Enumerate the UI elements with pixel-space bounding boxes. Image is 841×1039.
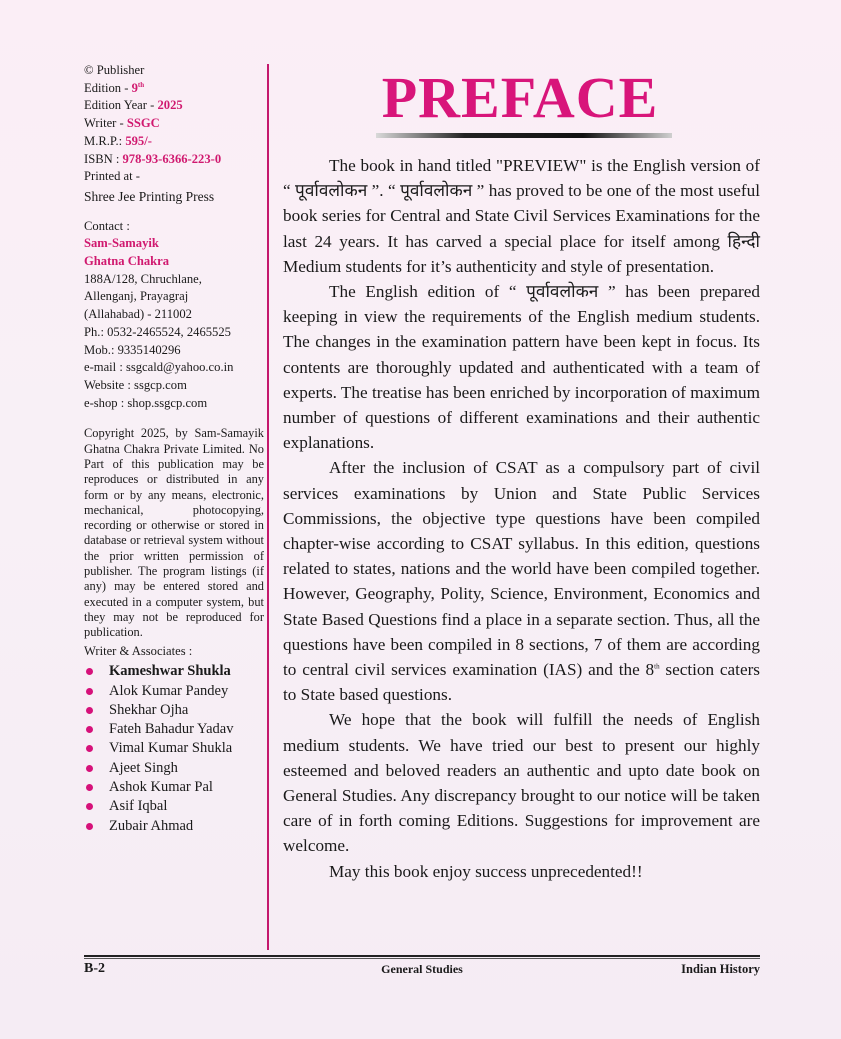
page-number: B-2 xyxy=(84,961,105,976)
preface-body xyxy=(283,153,760,884)
mobile-line: Mob.: 9335140296 xyxy=(84,342,181,357)
associates-label: Writer & Associates : xyxy=(84,643,193,658)
org-name-line1: Sam-Samayik xyxy=(84,236,159,251)
page-title: PREFACE xyxy=(381,65,659,130)
footer-subject: General Studies xyxy=(381,962,463,976)
list-item: Shekhar Ojha xyxy=(84,701,264,720)
column-divider xyxy=(267,64,269,950)
list-item: Alok Kumar Pandey xyxy=(84,682,264,701)
mrp-line: M.R.P.: 595/- xyxy=(84,133,152,148)
list-item: Asif Iqbal xyxy=(84,797,264,816)
list-item: Ashok Kumar Pal xyxy=(84,778,264,797)
website-line: Website : ssgcp.com xyxy=(84,377,187,392)
associates-list xyxy=(84,662,264,836)
paragraph: The book in hand titled "PREVIEW" is the English version of “ पूर्वावलोकन ”. “ पूर्वावलोकन ” has proved to be one of the most useful book series for Central and State Civil Services Examinations for the last 24 years. It has carved a special place for itself among हिन्दी Medium students for it’s authenticity and style of presentation. xyxy=(283,156,760,276)
footer-rule xyxy=(84,955,760,957)
list-item: Ajeet Singh xyxy=(84,759,264,778)
title-underline xyxy=(376,133,672,138)
footer-section: Indian History xyxy=(681,962,760,976)
imprint-column xyxy=(84,62,264,836)
paragraph: We hope that the book will fulfill the needs of English medium students. We have tried our best to present our highly esteemed and beloved readers an authentic and upto date book on General Studies. Any discrepancy brought to our notice will be taken care of in forth coming Editions. Suggestions for improvement are welcome. xyxy=(283,710,760,856)
copyright-notice: Copyright 2025, by Sam-Samayik Ghatna Chakra Private Limited. No Part of this publication may be reproduces or distributed in any form or by any means, electronic, mechanical, photocopying, recording or otherwise or stored in database or retrieval system without the prior written permission of publisher. The program listings (if any) may be entered stored and executed in a computer system, but they may not be reproduced for publication. xyxy=(84,426,264,640)
edition-line: Edition - 9th xyxy=(84,80,145,95)
eshop-line: e-shop : shop.ssgcp.com xyxy=(84,395,208,410)
contact-label: Contact : xyxy=(84,218,130,233)
address-line: Allenganj, Prayagraj xyxy=(84,289,189,304)
writer-line: Writer - SSGC xyxy=(84,116,160,131)
paragraph: After the inclusion of CSAT as a compulsory part of civil services examinations by Union and State Public Services Commissions, the objective type questions have been compiled chapter-wise according to CSAT syllabus. In this edition, questions related to states, nations and the world have been compiled together. However, Geography, Polity, Science, Environment, Economics and State Based Questions find a place in a separate section. Thus, all the questions have been compiled in 8 sections, 7 of them are according to central civil services examination (IAS) and the 8th section caters to State based questions. xyxy=(283,458,760,705)
printer-name: Shree Jee Printing Press xyxy=(84,188,215,204)
phone-line: Ph.: 0532-2465524, 2465525 xyxy=(84,324,231,339)
publisher-line: © Publisher xyxy=(84,63,145,77)
address-line: (Allahabad) - 211002 xyxy=(84,307,192,322)
list-item: Vimal Kumar Shukla xyxy=(84,739,264,758)
edition-number: 9th xyxy=(131,80,145,95)
list-item: Zubair Ahmad xyxy=(84,817,264,836)
org-name-line2: Ghatna Chakra xyxy=(84,254,170,269)
printed-at-label: Printed at - xyxy=(84,169,140,184)
paragraph: The English edition of “ पूर्वावलोकन ” has been prepared keeping in view the requirements of the English medium students. The changes in the examination pattern have been kept in focus. Its contents are thoroughly updated and authenticated with a team of experts. The treatise has been enriched by incorporation of maximum number of questions of different examinations and their authentic explanations. xyxy=(283,282,760,453)
footer-rule-thin xyxy=(84,958,760,959)
list-item: Kameshwar Shukla xyxy=(84,662,264,681)
address-line: 188A/128, Chruchlane, xyxy=(84,271,202,286)
edition-year-line: Edition Year - 2025 xyxy=(84,98,183,113)
paragraph: May this book enjoy success unprecedented!! xyxy=(329,861,643,881)
list-item: Fateh Bahadur Yadav xyxy=(84,720,264,739)
email-line: e-mail : ssgcald@yahoo.co.in xyxy=(84,360,234,375)
isbn-line: ISBN : 978-93-6366-223-0 xyxy=(84,151,222,166)
